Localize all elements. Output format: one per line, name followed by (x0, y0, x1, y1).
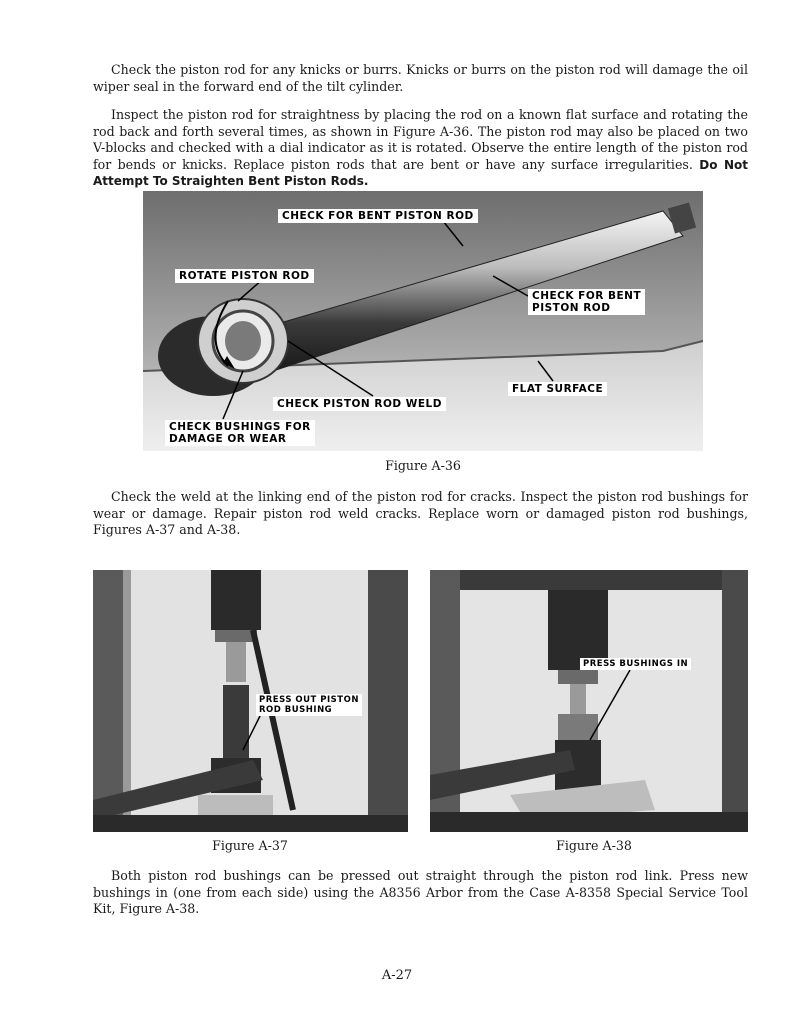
label-check-bent-right: CHECK FOR BENT PISTON ROD (528, 289, 645, 315)
caption-figure-a38: Figure A-38 (556, 838, 632, 853)
caption-figure-a37: Figure A-37 (212, 838, 288, 853)
paragraph-straightness: Inspect the piston rod for straightness by placing the rod on a known flat surface and rotating the rod back and forth several times, as shown in Figure A-36. The piston rod may also be placed on two V-blocks and checked with a dial indicator as it is rotated. Observe the entire length of the piston rod for bends or knicks. Replace piston rods that are bent or have any surface irregularities. Do Not Attempt To Straighten Bent Piston Rods. (93, 107, 748, 188)
paragraph-knicks-burrs: Check the piston rod for any knicks or burrs. Knicks or burrs on the piston rod will damage the oil wiper seal in the forward end of the tilt cylinder. (93, 62, 748, 94)
label-check-bushings: CHECK BUSHINGS FOR DAMAGE OR WEAR (165, 420, 315, 446)
label-check-weld: CHECK PISTON ROD WELD (273, 397, 446, 411)
label-check-bent-top: CHECK FOR BENT PISTON ROD (278, 209, 478, 223)
caption-figure-a36: Figure A-36 (385, 458, 461, 473)
label-rotate-piston-rod: ROTATE PISTON ROD (175, 269, 314, 283)
figure-a38-photo (430, 570, 748, 832)
figure-a36-photo (143, 191, 703, 451)
label-press-out-bushing: PRESS OUT PISTON ROD BUSHING (256, 694, 362, 716)
paragraph-press-bushings: Both piston rod bushings can be pressed out straight through the piston rod link. Press new bushings in (one from each side) using the A8356 Arbor from the Case A-8358 Special Service Tool Kit, Figure A-38. (93, 868, 748, 916)
label-flat-surface: FLAT SURFACE (508, 382, 607, 396)
piston-rod-illustration (143, 191, 703, 451)
press-in-illustration (430, 570, 748, 832)
warning-text: Do Not Attempt To Straighten Bent Piston Rods. (93, 157, 748, 188)
figure-a37-photo (93, 570, 408, 832)
page-number: A-27 (381, 968, 413, 983)
label-press-bushings-in: PRESS BUSHINGS IN (580, 658, 691, 670)
paragraph-weld-bushings: Check the weld at the linking end of the piston rod for cracks. Inspect the piston rod bushings for wear or damage. Repair piston rod weld cracks. Replace worn or damaged piston rod bushings, Figures A-37 and A-38. (93, 489, 748, 537)
